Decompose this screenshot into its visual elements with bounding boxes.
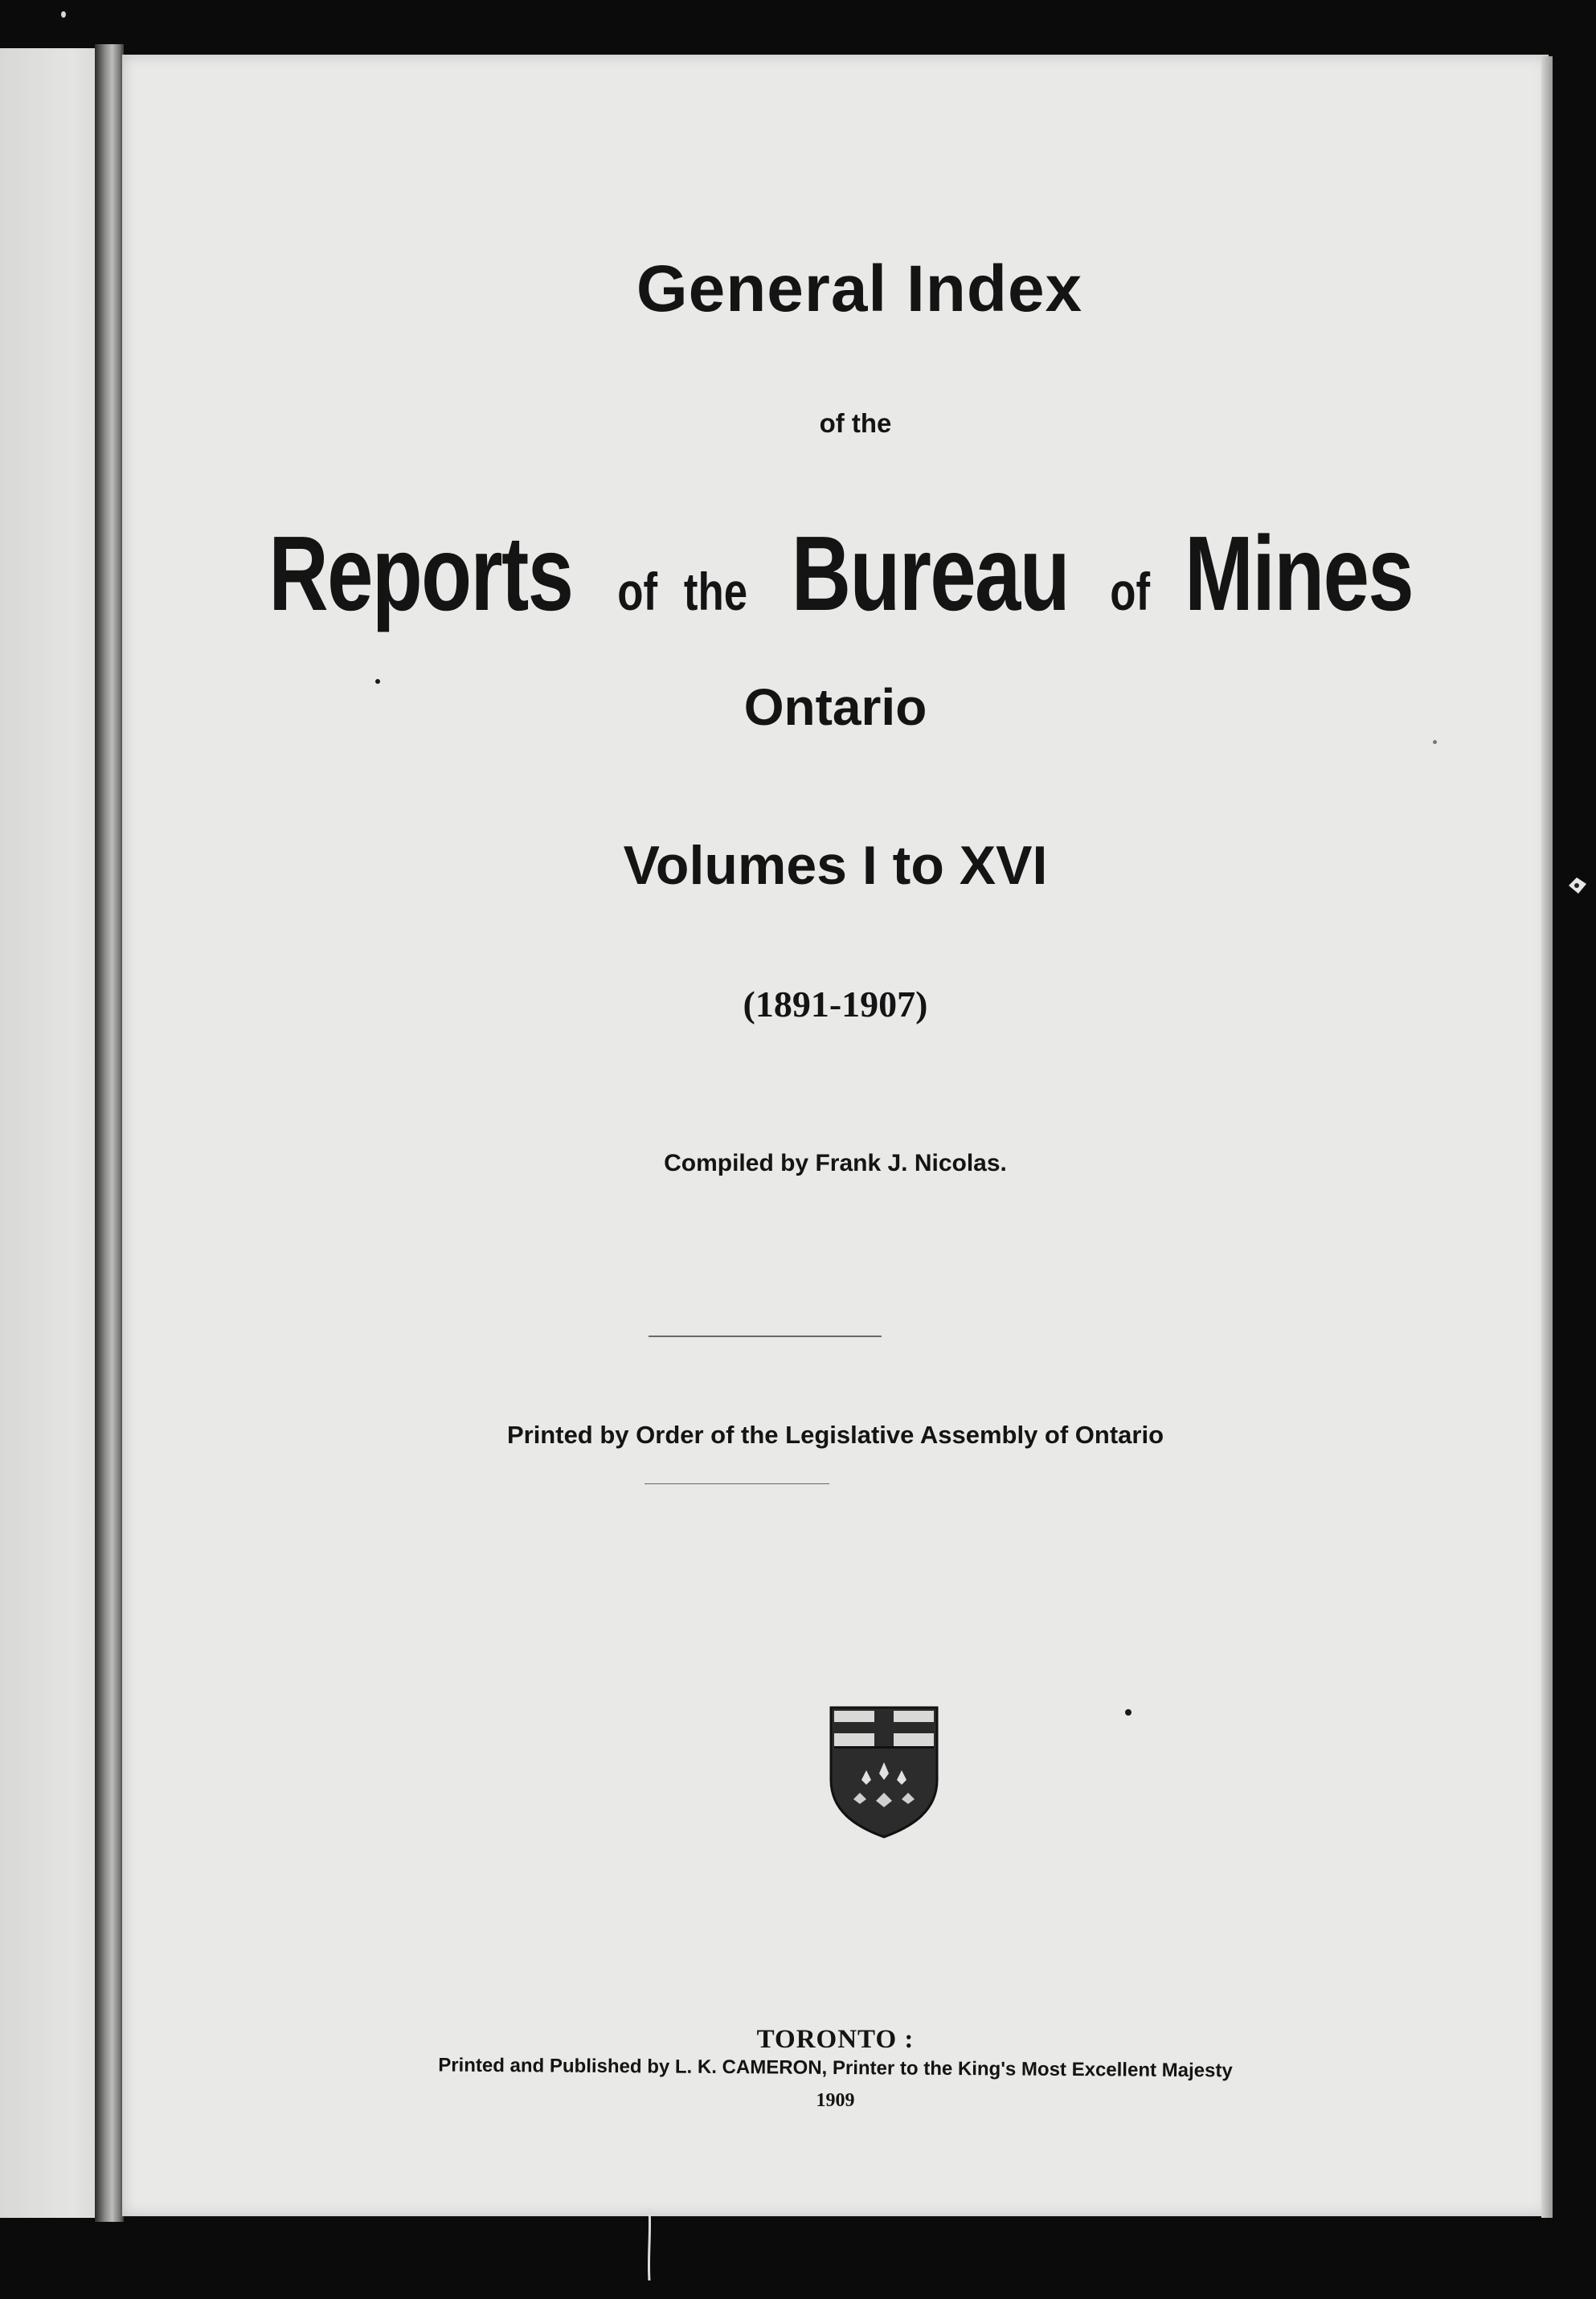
- main-title: [122, 513, 1549, 634]
- book-spine: [95, 44, 124, 2222]
- imprint-city: TORONTO :: [756, 2025, 915, 2054]
- scan-speck: [61, 11, 66, 18]
- year-range: (1891-1907): [743, 984, 928, 1025]
- main-title-mines: Mines: [1185, 514, 1414, 632]
- main-title-reports: Reports: [268, 514, 573, 632]
- imprint-publisher: Printed and Published by L. K. CAMERON, Printer to the King's Most Excellent Majesty: [438, 2054, 1233, 2082]
- main-title-bureau: Bureau: [791, 514, 1070, 632]
- of-the-text: of the: [819, 408, 892, 438]
- province-name: Ontario: [743, 678, 927, 736]
- printing-authority: Printed by Order of the Legislative Assembly of Ontario: [506, 1421, 1164, 1449]
- right-page-edge: [1541, 56, 1553, 2218]
- compiler-credit: Compiled by Frank J. Nicolas.: [664, 1150, 1007, 1176]
- volume-range: Volumes I to XVI: [623, 835, 1048, 896]
- imprint-year: 1909: [816, 2090, 855, 2111]
- index-title: General Index: [636, 252, 1083, 325]
- upper-rule: [649, 1336, 882, 1337]
- scan-speck: [1125, 1709, 1132, 1716]
- lower-rule: [645, 1483, 829, 1484]
- page-tab-marker-icon: [1567, 876, 1588, 895]
- coat-of-arms-icon: [829, 1706, 939, 1839]
- title-page: [122, 55, 1549, 2216]
- scan-speck: [375, 679, 380, 684]
- main-title-of-2: of: [1110, 562, 1151, 621]
- page-crease-mark: [647, 2208, 652, 2281]
- main-title-the: the: [683, 562, 747, 621]
- scan-speck: [1433, 740, 1437, 744]
- main-title-of: of: [617, 562, 658, 621]
